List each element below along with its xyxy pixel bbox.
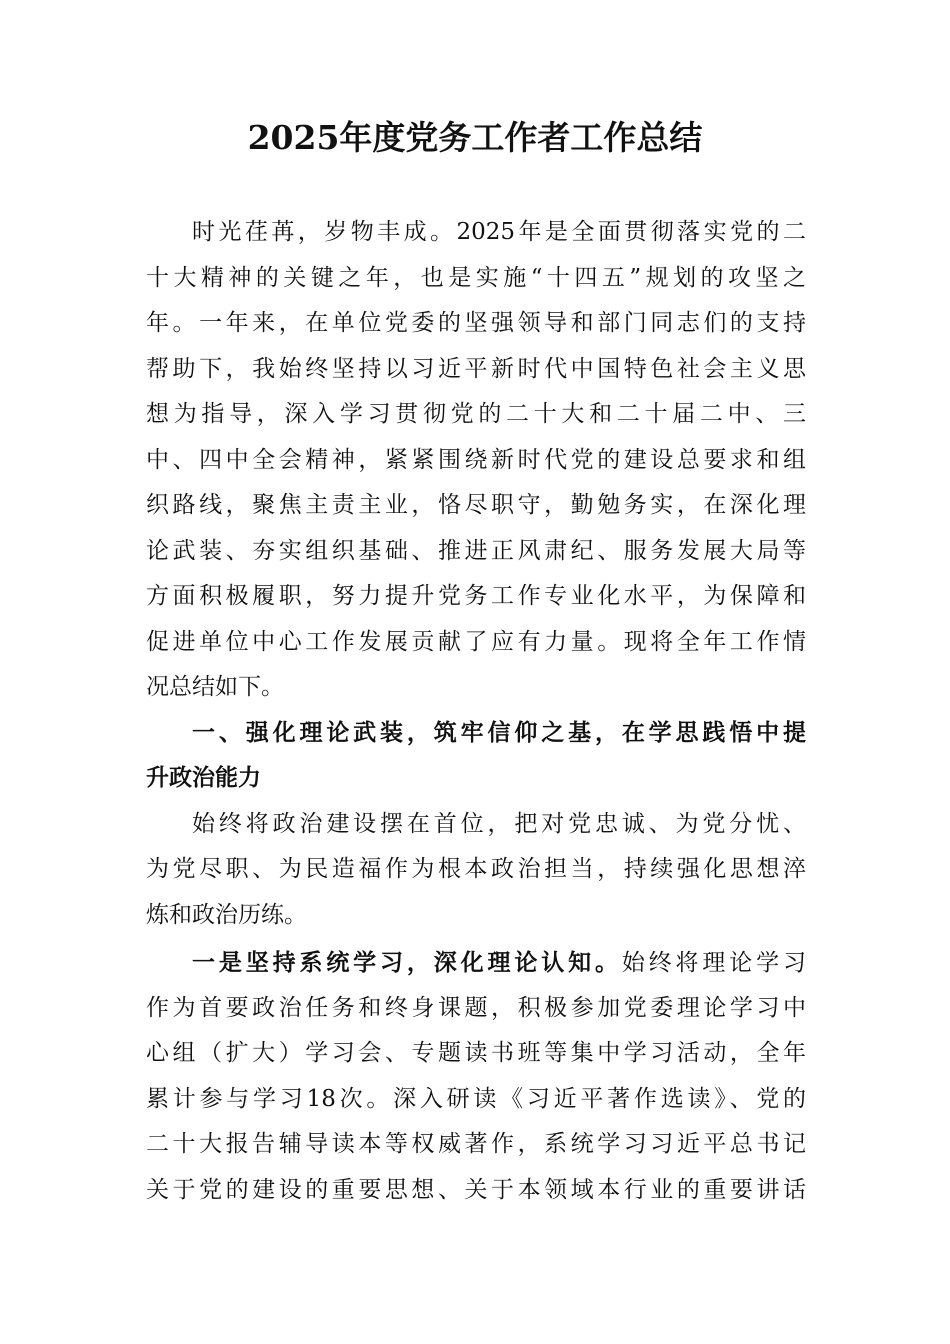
point-line: 二十大报告辅导读本等权威著作，系统学习习近平总书记 bbox=[146, 1131, 806, 1157]
intro-line: 织路线，聚焦主责主业，恪尽职守，勤勉务实，在深化理 bbox=[146, 492, 806, 518]
intro-line: 帮助下，我始终坚持以习近平新时代中国特色社会主义思 bbox=[146, 355, 806, 382]
section-intro-line: 始终将政治建设摆在首位，把对党忠诚、为党分忧、 bbox=[192, 810, 806, 837]
section-heading: 升政治能力 bbox=[146, 765, 261, 791]
section-heading: 一、强化理论武装，筑牢信仰之基，在学思践悟中提 bbox=[192, 719, 806, 746]
intro-line: 方面积极履职，努力提升党务工作专业化水平，为保障和 bbox=[146, 583, 806, 609]
section-intro-line: 炼和政治历练。 bbox=[146, 901, 307, 928]
intro-line: 促进单位中心工作发展贡献了应有力量。现将全年工作情 bbox=[146, 628, 806, 655]
intro-line: 十大精神的关键之年，也是实施“十四五”规划的攻坚之 bbox=[146, 264, 806, 291]
section-intro-line: 为党尽职、为民造福作为根本政治担当，持续强化思想淬 bbox=[146, 856, 806, 882]
intro-line: 想为指导，深入学习贯彻党的二十大和二十届二中、三 bbox=[146, 401, 806, 427]
point-line: 累计参与学习18次。深入研读《习近平著作选读》、党的 bbox=[146, 1085, 806, 1112]
point-first-line bbox=[146, 940, 806, 986]
intro-line: 年。一年来，在单位党委的坚强领导和部门同志们的支持 bbox=[146, 310, 806, 336]
point-text: 始终将理论学习 bbox=[621, 950, 807, 976]
intro-line: 况总结如下。 bbox=[146, 674, 284, 700]
intro-line: 中、四中全会精神，紧紧围绕新时代党的建设总要求和组 bbox=[146, 446, 806, 473]
point-line: 关于党的建设的重要思想、关于本领域本行业的重要讲话 bbox=[146, 1176, 806, 1203]
document-title: 2025年度党务工作者工作总结 bbox=[247, 118, 703, 157]
intro-line: 论武装、夯实组织基础、推进正风肃纪、服务发展大局等 bbox=[146, 537, 806, 564]
point-lead: 一是坚持系统学习，深化理论认知。 bbox=[192, 949, 622, 976]
document-body bbox=[146, 210, 806, 1213]
point-line: 心组（扩大）学习会、专题读书班等集中学习活动，全年 bbox=[146, 1040, 806, 1066]
point-line: 作为首要政治任务和终身课题，积极参加党委理论学习中 bbox=[146, 994, 806, 1021]
intro-line: 时光荏苒，岁物丰成。2025年是全面贯彻落实党的二 bbox=[192, 219, 806, 245]
